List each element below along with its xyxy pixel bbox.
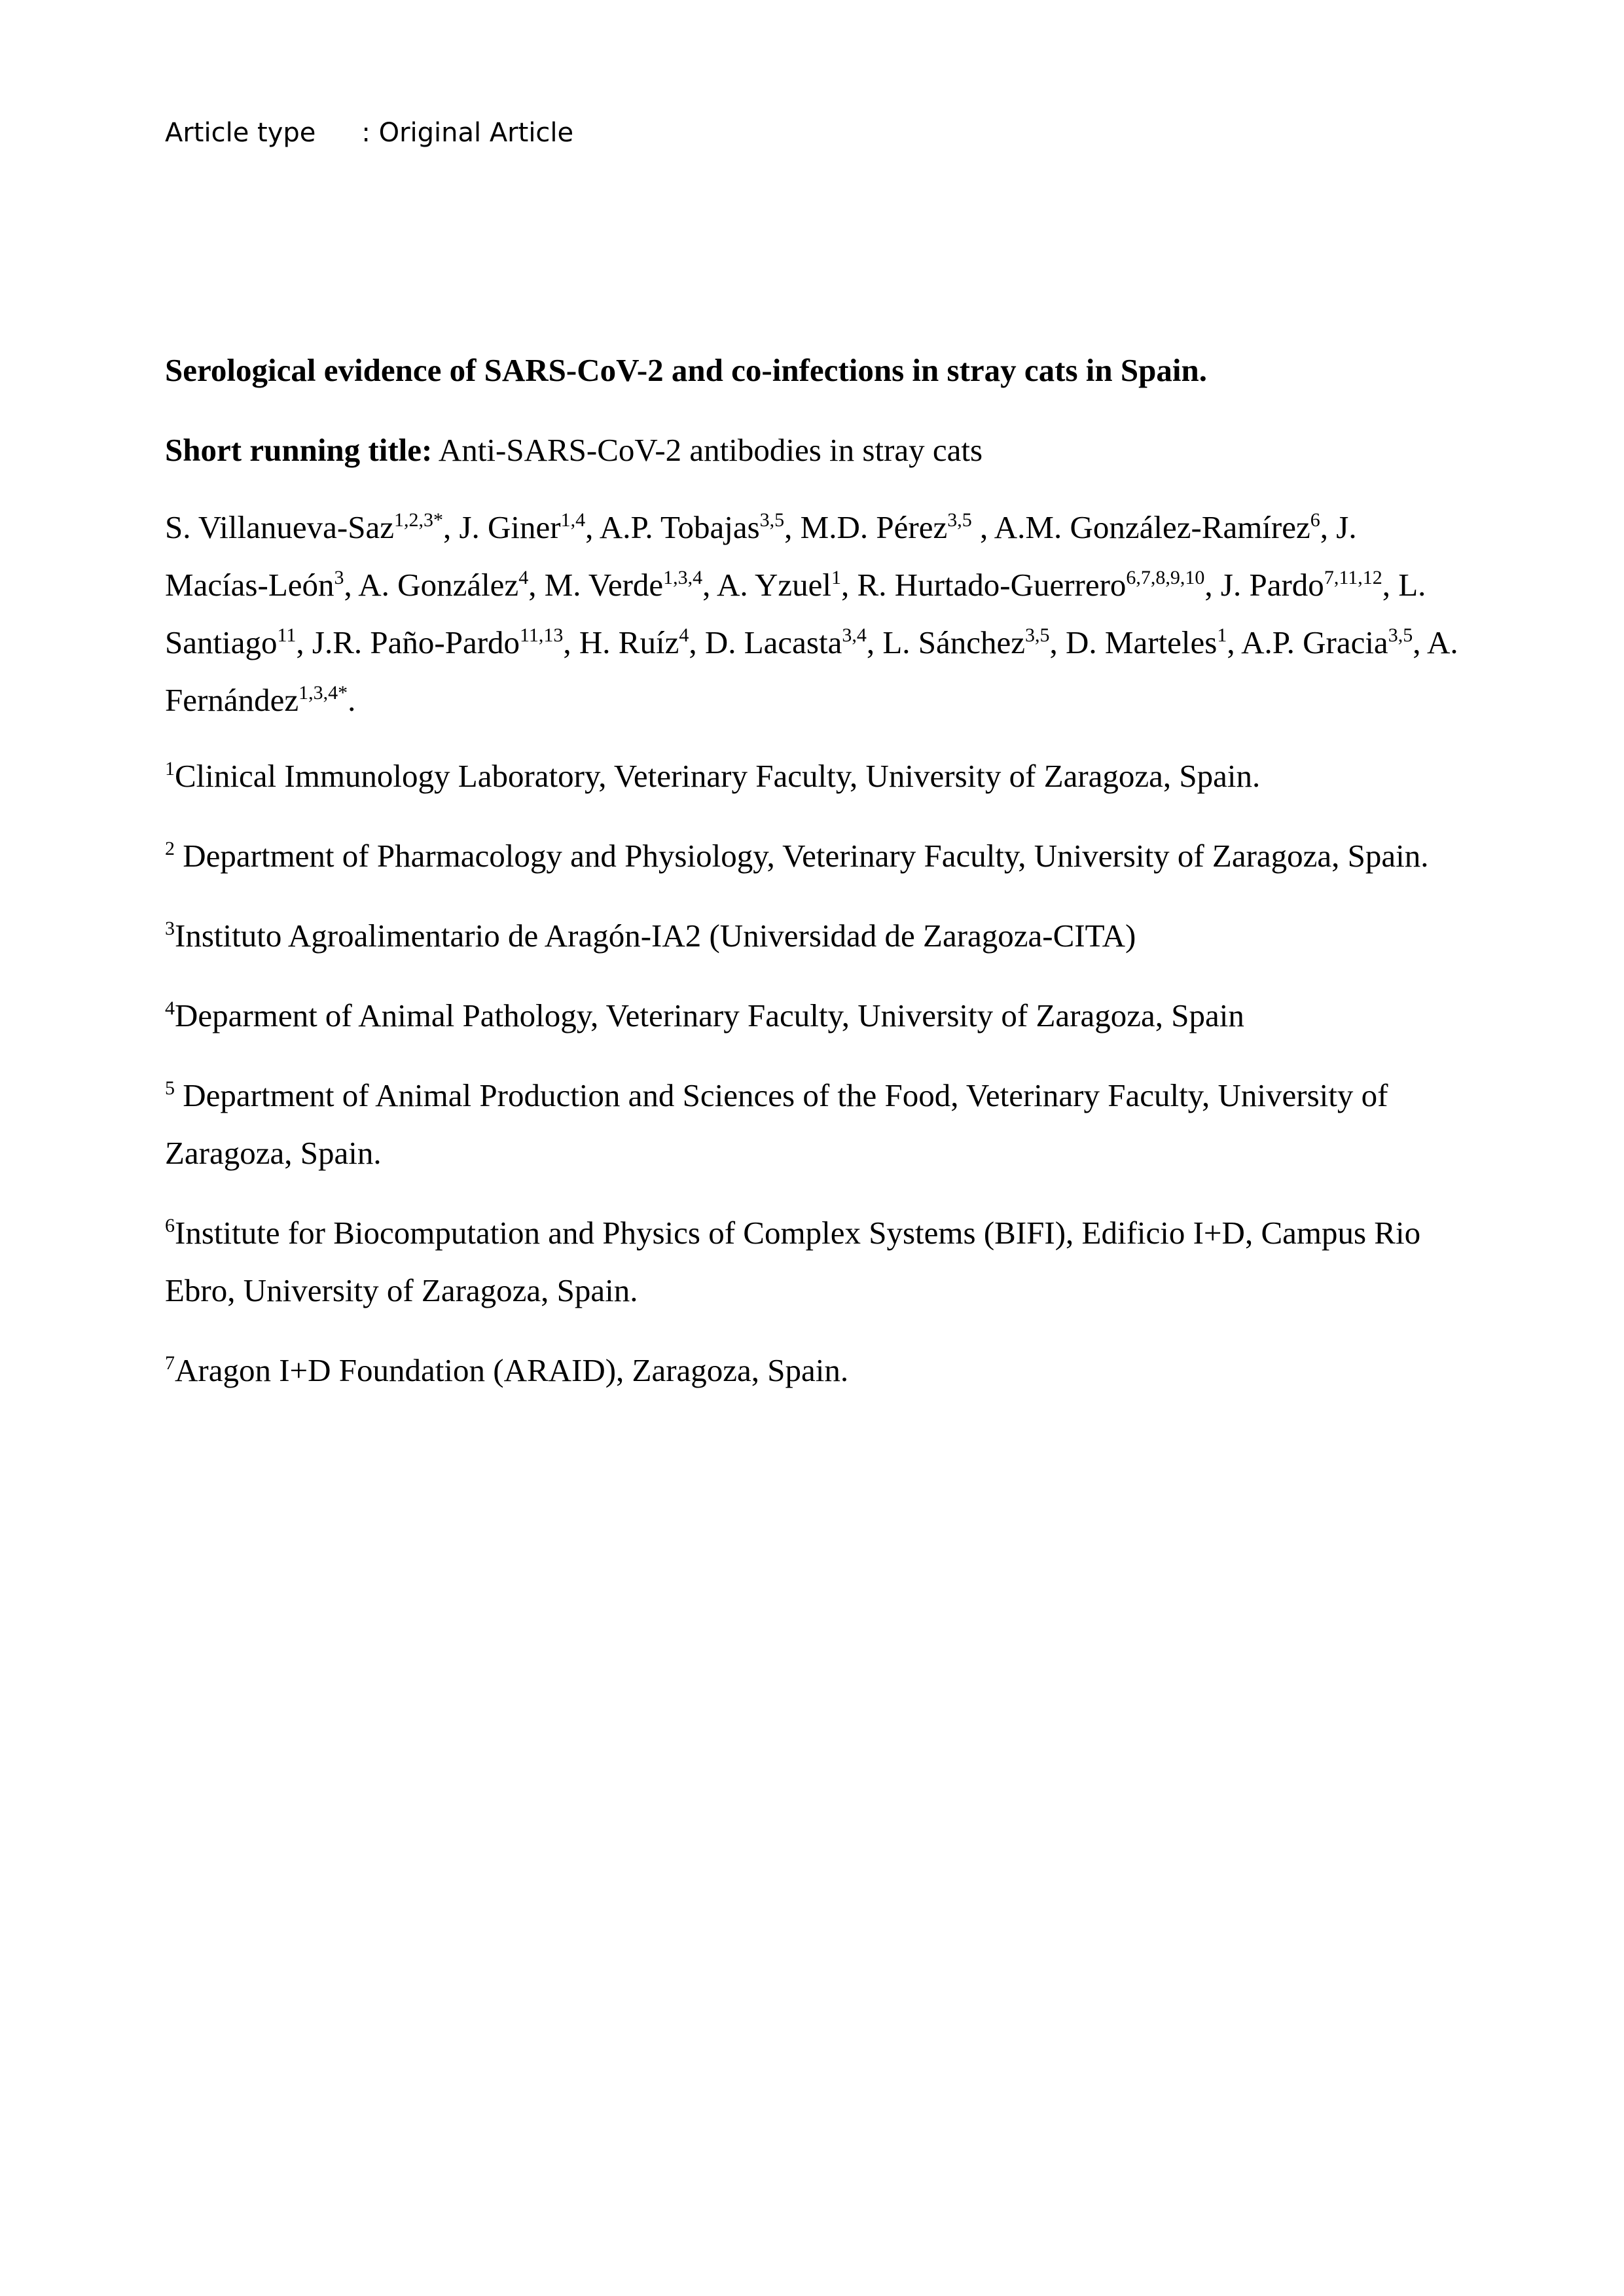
- author-name: H. Ruíz: [579, 624, 679, 660]
- author-affiliation-marker: 3,4: [842, 624, 867, 646]
- author-name: A. Fernández: [165, 624, 1458, 718]
- running-title-value: Anti-SARS-CoV-2 antibodies in stray cats: [432, 432, 983, 468]
- article-type-label: Article type: [165, 118, 316, 148]
- author-affiliation-marker: 3,5: [947, 509, 972, 531]
- author-affiliation-marker: 1,3,4*: [298, 682, 348, 704]
- author-separator: ,: [841, 567, 857, 603]
- affiliation: [165, 1204, 1468, 1319]
- author-name: J.R. Paño-Pardo: [312, 624, 520, 660]
- author-name: L. Santiago: [165, 567, 1426, 660]
- author-separator: ,: [971, 509, 994, 545]
- author-name: J. Giner: [459, 509, 561, 545]
- author-name: M. Verde: [544, 567, 664, 603]
- author-separator: .: [348, 682, 356, 718]
- affiliation-text: Aragon I+D Foundation (ARAID), Zaragoza, Spain.: [175, 1352, 849, 1388]
- author-separator: ,: [563, 624, 579, 660]
- author-separator: ,: [866, 624, 883, 660]
- author-affiliation-marker: 1: [831, 567, 842, 588]
- author-separator: ,: [585, 509, 600, 545]
- author-affiliation-marker: 11,13: [520, 624, 564, 646]
- author-affiliation-marker: 3,5: [1388, 624, 1413, 646]
- author-separator: ,: [442, 509, 460, 545]
- author-name: D. Marteles: [1066, 624, 1218, 660]
- author-name: J. Macías-León: [165, 509, 1357, 603]
- author-separator: ,: [1413, 624, 1427, 660]
- author-name: D. Lacasta: [704, 624, 842, 660]
- author-separator: ,: [702, 567, 717, 603]
- author-separator: ,: [784, 509, 801, 545]
- author-separator: ,: [528, 567, 545, 603]
- author-name: A.M. González-Ramírez: [994, 509, 1310, 545]
- author-affiliation-marker: 7,11,12: [1324, 567, 1382, 588]
- running-title-label: Short running title:: [165, 432, 433, 468]
- affiliation-list: [165, 747, 1468, 1422]
- affiliation-text: Department of Pharmacology and Physiology, Veterinary Faculty, University of Zaragoza, Spain.: [175, 838, 1429, 874]
- author-affiliation-marker: 1,3,4: [663, 567, 703, 588]
- author-affiliation-marker: 4: [518, 567, 529, 588]
- author-affiliation-marker: 3: [334, 567, 344, 588]
- author-name: A.P. Tobajas: [599, 509, 760, 545]
- author-affiliation-marker: 1: [1217, 624, 1227, 646]
- affiliation: [165, 1342, 1468, 1399]
- article-type-line: [165, 118, 573, 148]
- paper-title: Serological evidence of SARS-CoV-2 and co-infections in stray cats in Spain.: [165, 352, 1208, 388]
- author-name: A.P. Gracia: [1241, 624, 1388, 660]
- author-affiliation-marker: 3,5: [759, 509, 785, 531]
- author-name: R. Hurtado-Guerrero: [857, 567, 1127, 603]
- affiliation-number: 4: [165, 997, 175, 1019]
- author-separator: ,: [1227, 624, 1242, 660]
- author-separator: ,: [1204, 567, 1221, 603]
- author-separator: ,: [296, 624, 312, 660]
- author-name: L. Sánchez: [882, 624, 1026, 660]
- author-separator: ,: [689, 624, 705, 660]
- affiliation: [165, 1067, 1468, 1182]
- author-separator: ,: [1320, 509, 1337, 545]
- author-affiliation-marker: 4: [679, 624, 689, 646]
- author-separator: ,: [344, 567, 359, 603]
- affiliation-text: Deparment of Animal Pathology, Veterinary Faculty, University of Zaragoza, Spain: [175, 997, 1244, 1033]
- author-separator: ,: [1049, 624, 1066, 660]
- affiliation-number: 7: [165, 1352, 175, 1374]
- author-list: [165, 499, 1468, 729]
- affiliation: [165, 987, 1468, 1045]
- affiliation: [165, 747, 1468, 805]
- affiliation-number: 6: [165, 1215, 175, 1236]
- author-name: S. Villanueva-Saz: [165, 509, 394, 545]
- author-name: A. Yzuel: [716, 567, 832, 603]
- author-separator: ,: [1382, 567, 1399, 603]
- article-type-value: : Original Article: [361, 118, 574, 148]
- author-affiliation-marker: 6: [1310, 509, 1320, 531]
- affiliation: [165, 827, 1468, 885]
- affiliation-text: Clinical Immunology Laboratory, Veterinary Faculty, University of Zaragoza, Spain.: [175, 758, 1261, 794]
- author-name: J. Pardo: [1220, 567, 1324, 603]
- affiliation-number: 5: [165, 1077, 175, 1099]
- affiliation: [165, 907, 1468, 965]
- author-affiliation-marker: 1,2,3*: [393, 509, 443, 531]
- affiliation-number: 3: [165, 918, 175, 939]
- affiliation-text: Institute for Biocomputation and Physics of Complex Systems (BIFI), Edificio I+D, Campus Rio Ebro, University of Zaragoza, Spain.: [165, 1215, 1421, 1308]
- running-title: [165, 422, 983, 479]
- affiliation-number: 2: [165, 838, 175, 859]
- affiliation-text: Instituto Agroalimentario de Aragón-IA2 (Universidad de Zaragoza-CITA): [175, 918, 1136, 954]
- author-affiliation-marker: 11: [277, 624, 297, 646]
- author-affiliation-marker: 6,7,8,9,10: [1126, 567, 1205, 588]
- affiliation-text: Department of Animal Production and Sciences of the Food, Veterinary Faculty, University of Zaragoza, Spain.: [165, 1077, 1388, 1171]
- author-affiliation-marker: 3,5: [1025, 624, 1050, 646]
- author-name: A. González: [358, 567, 519, 603]
- affiliation-number: 1: [165, 758, 175, 780]
- author-name: M.D. Pérez: [800, 509, 948, 545]
- author-affiliation-marker: 1,4: [560, 509, 586, 531]
